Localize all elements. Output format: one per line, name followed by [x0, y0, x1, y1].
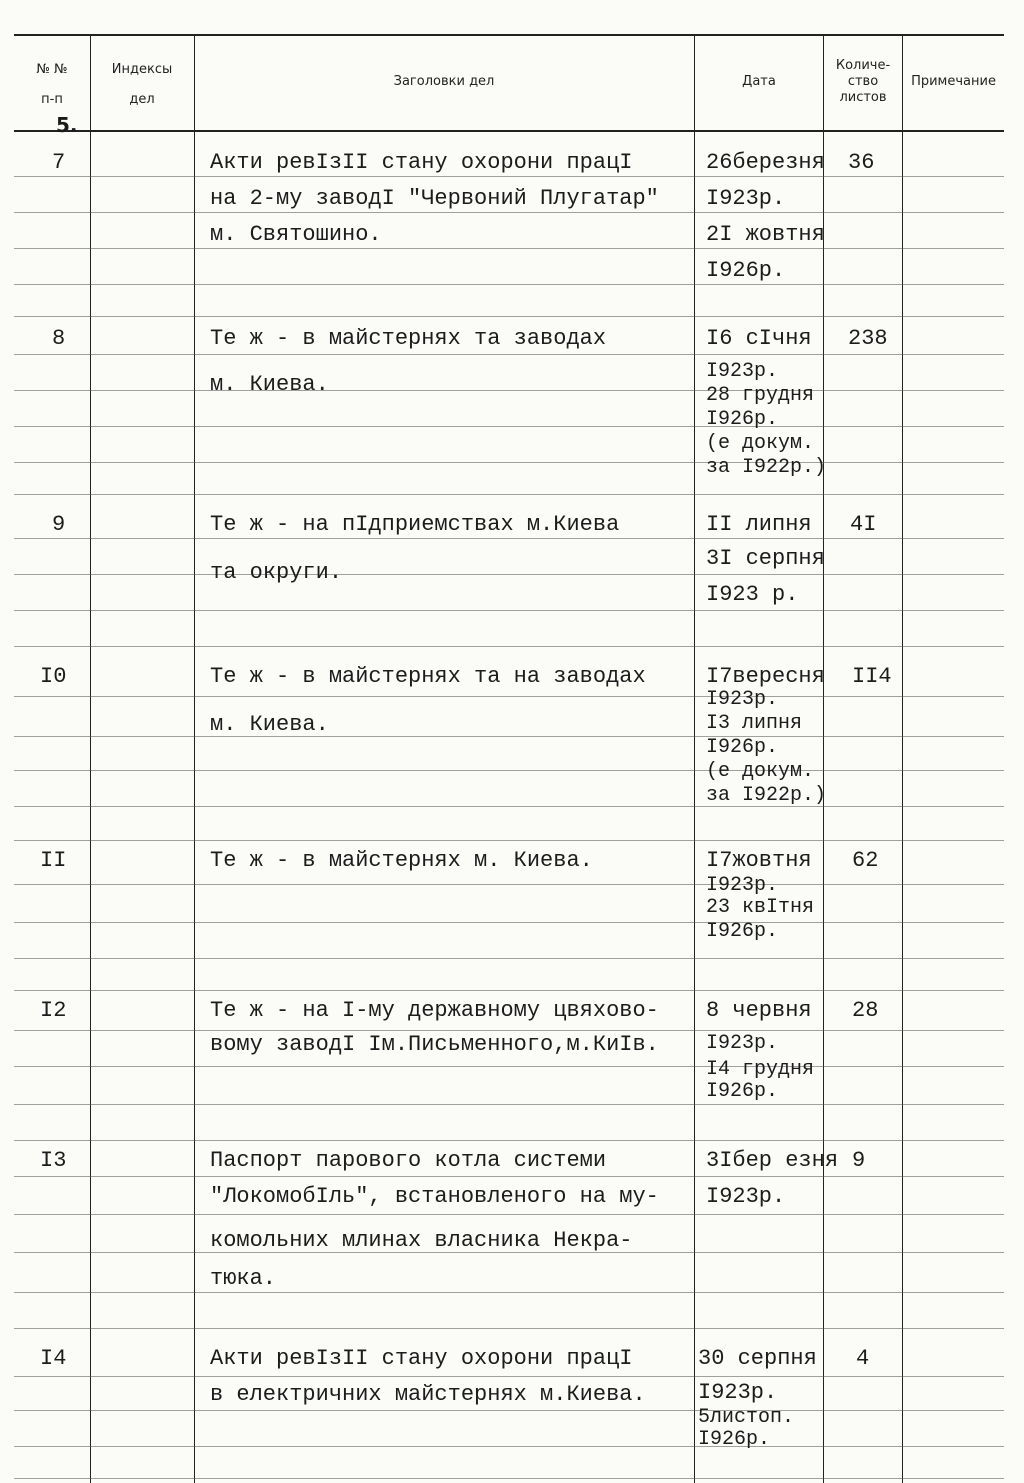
page-mark: 5. — [56, 113, 78, 137]
ruled-line — [14, 840, 1004, 841]
row-date-line: I923р. — [706, 874, 779, 897]
row-title-line: м. Святошино. — [210, 222, 382, 247]
ruled-line — [14, 806, 1004, 807]
ruled-line — [14, 354, 1004, 355]
ruled-line — [14, 696, 1004, 697]
ruled-line — [14, 1104, 1004, 1105]
row-date-line: II липня — [706, 512, 812, 537]
ruled-line — [14, 1478, 1004, 1479]
row-title-line: комольних млинах власника Некра- — [210, 1228, 633, 1253]
row-count: 28 — [852, 998, 879, 1023]
row-date-line: I923р. — [706, 360, 779, 383]
ruled-line — [14, 494, 1004, 495]
row-title-line: Те ж - в майстернях та на заводах — [210, 664, 646, 689]
header-bottom-line — [14, 130, 1004, 132]
row-date-line: за I922р.) — [706, 456, 827, 479]
ruled-line — [14, 1214, 1004, 1215]
row-title-line: тюка. — [210, 1266, 277, 1291]
ruled-line — [14, 922, 1004, 923]
row-date-line: 26березня — [706, 150, 825, 175]
col-line-1 — [90, 36, 91, 1483]
row-date-line: I926р. — [706, 258, 786, 283]
row-title-line: в електричних майстернях м.Киева. — [210, 1382, 646, 1407]
header-index: Индексы дел — [111, 62, 173, 107]
ruled-line — [14, 958, 1004, 959]
ruled-line — [14, 1176, 1004, 1177]
row-title-line: Паспорт парового котла системи — [210, 1148, 607, 1173]
row-title-line: Те ж - на I-му державному цвяхово- — [210, 998, 659, 1023]
ruled-line — [14, 284, 1004, 285]
row-date-line: 2I жовтня — [706, 222, 825, 247]
header-title: Заголовки дел — [393, 74, 495, 89]
row-date-line: I926р. — [706, 408, 779, 431]
row-number: I2 — [40, 998, 67, 1023]
row-title-line: "ЛокомобIль", встановленого на му- — [210, 1184, 659, 1209]
row-date-line: 28 грудня — [706, 384, 815, 407]
row-date-line: I926р. — [698, 1428, 771, 1451]
ruled-line — [14, 1410, 1004, 1411]
row-title-line: Акти ревIзII стану охорони працI — [210, 150, 633, 175]
header-number: № № п-п — [36, 62, 68, 107]
row-count: II4 — [852, 664, 892, 689]
row-count: 36 — [848, 150, 875, 175]
row-date-line: 23 квIтня — [706, 896, 815, 919]
ruled-line — [14, 1328, 1004, 1329]
ruled-line — [14, 646, 1004, 647]
row-date-line: I926р. — [706, 736, 779, 759]
ruled-line — [14, 1292, 1004, 1293]
row-date-line: I923р. — [698, 1380, 778, 1405]
row-count: 4I — [850, 512, 877, 537]
row-date-line: I926р. — [706, 920, 779, 943]
row-title-line: на 2-му заводI "Червоний Плугатар" — [210, 186, 659, 211]
row-title-line: вому заводI Iм.Письменного,м.КиIв. — [210, 1032, 659, 1057]
ruled-line — [14, 736, 1004, 737]
row-date-line: (е докум. — [706, 432, 815, 455]
row-date-line: (е докум. — [706, 760, 815, 783]
row-date-line: 5листоп. — [698, 1406, 795, 1429]
col-line-2 — [194, 36, 195, 1483]
ruled-line — [14, 426, 1004, 427]
row-title-line: м. Киева. — [210, 712, 329, 737]
row-title-line: Те ж - в майстернях м. Киева. — [210, 848, 593, 873]
ruled-line — [14, 610, 1004, 611]
row-date-line: 30 серпня — [698, 1346, 817, 1371]
row-count: 4 — [856, 1346, 870, 1371]
ruled-line — [14, 884, 1004, 885]
col-line-5 — [902, 36, 903, 1483]
ruled-line — [14, 574, 1004, 575]
row-count: 238 — [848, 326, 888, 351]
row-date-line: I6 сIчня — [706, 326, 812, 351]
row-title-line: Акти ревIзII стану охорони працI — [210, 1346, 633, 1371]
header-count: Количе- ство листов — [835, 58, 891, 105]
row-number: 7 — [52, 150, 66, 175]
row-number: I3 — [40, 1148, 67, 1173]
row-number: II — [40, 848, 67, 873]
ruled-line — [14, 462, 1004, 463]
ruled-line — [14, 316, 1004, 317]
ruled-line — [14, 1446, 1004, 1447]
ruled-line — [14, 212, 1004, 213]
row-number: I0 — [40, 664, 67, 689]
ruled-line — [14, 390, 1004, 391]
row-title-line: м. Киева. — [210, 372, 329, 397]
col-line-3 — [694, 36, 695, 1483]
header-note: Примечание — [911, 74, 996, 89]
row-number: 9 — [52, 512, 66, 537]
row-date-line: I3 липня — [706, 712, 803, 735]
header-date: Дата — [742, 74, 776, 89]
row-date-line: 3Iбер езня — [706, 1148, 839, 1173]
ruled-line — [14, 990, 1004, 991]
row-title-line: Те ж - в майстернях та заводах — [210, 326, 607, 351]
ruled-line — [14, 1066, 1004, 1067]
row-count: 62 — [852, 848, 879, 873]
row-title-line: Те ж - на пIдприемствах м.Киева — [210, 512, 620, 537]
ruled-line — [14, 248, 1004, 249]
row-count: 9 — [852, 1148, 866, 1173]
row-date-line: I923р. — [706, 186, 786, 211]
ruled-line — [14, 1376, 1004, 1377]
ruled-line — [14, 1140, 1004, 1141]
row-number: 8 — [52, 326, 66, 351]
header-top-line — [14, 34, 1004, 36]
row-date-line: I923р. — [706, 1032, 779, 1055]
row-date-line: 3I серпня — [706, 546, 825, 571]
row-date-line: за I922р.) — [706, 784, 827, 807]
row-date-line: I926р. — [706, 1080, 779, 1103]
col-line-4 — [823, 36, 824, 1483]
row-date-line: I923 р. — [706, 582, 799, 607]
ruled-line — [14, 176, 1004, 177]
row-date-line: I4 грудня — [706, 1058, 815, 1081]
row-date-line: I923р. — [706, 1184, 786, 1209]
row-date-line: 8 червня — [706, 998, 812, 1023]
row-number: I4 — [40, 1346, 67, 1371]
ruled-line — [14, 1030, 1004, 1031]
row-date-line: I923р. — [706, 688, 779, 711]
ruled-line — [14, 538, 1004, 539]
row-date-line: I7жовтня — [706, 848, 812, 873]
row-title-line: та округи. — [210, 560, 343, 585]
row-date-line: I7вересня — [706, 664, 825, 689]
ruled-line — [14, 770, 1004, 771]
